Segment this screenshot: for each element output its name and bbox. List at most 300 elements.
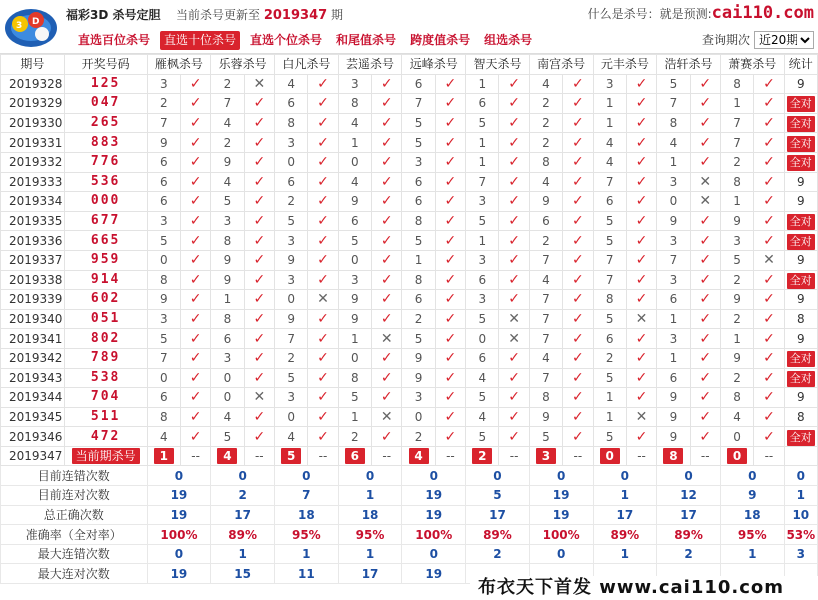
result-mark-cell [690, 113, 720, 133]
result-mark-cell [435, 388, 465, 408]
winning-number-cell: 538 [64, 368, 147, 388]
result-mark-cell [180, 309, 210, 329]
column-header: 远峰杀号 [402, 55, 466, 75]
check-icon: ✓ [508, 134, 520, 151]
check-icon: ✓ [189, 252, 202, 269]
result-mark-cell [372, 133, 402, 153]
kill-number-cell: 5 [466, 113, 499, 133]
result-mark-cell [308, 250, 338, 270]
cross-icon: ✕ [699, 193, 712, 210]
current-kill-cell [529, 446, 562, 466]
result-mark-cell [435, 172, 465, 192]
period-cell: 2019337 [1, 250, 65, 270]
site-link[interactable]: cai110.com [711, 3, 814, 23]
summary-value: 1 [593, 544, 657, 564]
result-mark-cell [754, 368, 784, 388]
check-icon: ✓ [253, 369, 266, 386]
check-icon: ✓ [317, 252, 329, 269]
result-mark-cell [435, 250, 465, 270]
column-header: 雁枫杀号 [147, 55, 211, 75]
result-mark-cell [244, 113, 274, 133]
result-mark-cell [754, 427, 784, 447]
kill-number-cell: 2 [211, 133, 244, 153]
kill-number-cell: 8 [338, 368, 371, 388]
kill-number-cell: 5 [466, 211, 499, 231]
current-kill-badge: 0 [727, 448, 747, 464]
result-mark-cell [626, 192, 656, 212]
check-icon: ✓ [317, 311, 329, 328]
kill-number-cell: 1 [720, 192, 753, 212]
column-header: 萧赛杀号 [720, 55, 784, 75]
stat-cell [784, 348, 817, 368]
result-mark-cell [563, 192, 593, 212]
result-mark-cell [563, 270, 593, 290]
result-mark-cell [180, 388, 210, 408]
kill-number-cell: 9 [529, 407, 562, 427]
period-cell: 2019345 [1, 407, 65, 427]
result-mark-cell [372, 290, 402, 310]
check-icon: ✓ [317, 232, 329, 249]
check-icon: ✓ [189, 291, 202, 308]
check-icon: ✓ [253, 311, 266, 328]
check-icon: ✓ [380, 428, 393, 445]
check-icon: ✓ [253, 213, 266, 230]
kill-number-cell: 9 [657, 388, 690, 408]
kill-number-cell: 6 [402, 74, 435, 94]
result-mark-cell [308, 94, 338, 114]
result-mark-cell [180, 74, 210, 94]
kill-number-cell: 3 [274, 231, 307, 251]
watermark: 布衣天下首发 www.cai110.com [470, 576, 818, 600]
placeholder-dash: -- [435, 446, 465, 466]
kill-number-cell: 5 [402, 133, 435, 153]
result-mark-cell [626, 152, 656, 172]
cross-icon: ✕ [317, 291, 329, 308]
current-period-badge: 当前期杀号 [72, 448, 140, 464]
kill-number-cell: 6 [274, 172, 307, 192]
kill-number-cell: 8 [147, 407, 180, 427]
column-header: 开奖号码 [64, 55, 147, 75]
result-mark-cell [435, 211, 465, 231]
placeholder-dash: -- [690, 446, 720, 466]
result-mark-cell [372, 94, 402, 114]
check-icon: ✓ [699, 252, 712, 269]
winning-number-cell: 511 [64, 407, 147, 427]
result-mark-cell [499, 309, 529, 329]
check-icon: ✓ [571, 291, 584, 308]
column-header: 智天杀号 [466, 55, 530, 75]
result-mark-cell [435, 329, 465, 349]
check-icon: ✓ [699, 154, 712, 171]
check-icon: ✓ [253, 115, 266, 132]
check-icon: ✓ [444, 95, 457, 112]
table-row [1, 427, 818, 447]
check-icon: ✓ [571, 311, 584, 328]
kill-number-cell: 8 [529, 388, 562, 408]
column-header: 芸遥杀号 [338, 55, 402, 75]
check-icon: ✓ [380, 134, 393, 151]
winning-number-cell: 789 [64, 348, 147, 368]
winning-number-cell: 776 [64, 152, 147, 172]
check-icon: ✓ [635, 75, 648, 92]
kill-number-cell: 5 [402, 329, 435, 349]
result-mark-cell [754, 348, 784, 368]
kill-number-cell: 6 [466, 94, 499, 114]
kill-number-cell: 3 [274, 388, 307, 408]
check-icon: ✓ [380, 252, 393, 269]
update-info [176, 6, 343, 23]
stat-cell: 8 [784, 407, 817, 427]
kill-number-cell: 3 [466, 192, 499, 212]
current-kill-cell [338, 446, 371, 466]
stat-cell: 9 [784, 192, 817, 212]
kill-number-cell: 2 [402, 309, 435, 329]
result-mark-cell [308, 231, 338, 251]
current-kill-cell [211, 446, 244, 466]
winning-number-cell: 000 [64, 192, 147, 212]
kill-number-cell: 3 [657, 231, 690, 251]
check-icon: ✓ [699, 291, 712, 308]
result-mark-cell [180, 270, 210, 290]
check-icon: ✓ [444, 154, 457, 171]
result-mark-cell [244, 192, 274, 212]
kill-number-cell: 9 [211, 250, 244, 270]
kill-number-cell: 6 [593, 192, 626, 212]
result-mark-cell [499, 329, 529, 349]
result-mark-cell [754, 94, 784, 114]
period-cell: 2019339 [1, 290, 65, 310]
summary-label: 目前连错次数 [1, 466, 148, 486]
kill-number-cell: 6 [338, 211, 371, 231]
kill-number-cell: 1 [657, 348, 690, 368]
check-icon: ✓ [444, 311, 457, 328]
summary-value: 7 [274, 486, 338, 506]
table-row [1, 172, 818, 192]
check-icon: ✓ [571, 389, 584, 406]
result-mark-cell [180, 250, 210, 270]
result-mark-cell [754, 113, 784, 133]
result-mark-cell [499, 231, 529, 251]
check-icon: ✓ [444, 115, 457, 132]
all-correct-badge: 全对 [787, 430, 815, 446]
check-icon: ✓ [571, 213, 584, 230]
result-mark-cell [626, 74, 656, 94]
placeholder-dash: -- [754, 446, 784, 466]
result-mark-cell [180, 133, 210, 153]
check-icon: ✓ [635, 389, 648, 406]
stat-cell: 9 [784, 250, 817, 270]
kill-number-cell: 6 [466, 270, 499, 290]
result-mark-cell [435, 290, 465, 310]
period-cell: 2019338 [1, 270, 65, 290]
result-mark-cell [754, 407, 784, 427]
summary-value: 19 [402, 505, 466, 525]
check-icon: ✓ [444, 369, 457, 386]
kill-number-cell: 0 [338, 348, 371, 368]
summary-value: 0 [274, 466, 338, 486]
stat-cell [784, 446, 817, 466]
kill-number-cell: 8 [720, 172, 753, 192]
summary-label: 总正确次数 [1, 505, 148, 525]
current-kill-badge: 5 [281, 448, 301, 464]
result-mark-cell [563, 94, 593, 114]
summary-value: 5 [466, 486, 530, 506]
result-mark-cell [244, 211, 274, 231]
kill-number-cell: 6 [657, 368, 690, 388]
kill-number-cell: 3 [274, 270, 307, 290]
summary-value: 2 [466, 544, 530, 564]
stat-cell: 9 [784, 74, 817, 94]
summary-value: 0 [211, 466, 275, 486]
check-icon: ✓ [317, 173, 329, 190]
kill-number-cell: 9 [211, 152, 244, 172]
result-mark-cell [499, 94, 529, 114]
result-mark-cell [180, 192, 210, 212]
check-icon: ✓ [189, 95, 202, 112]
kill-number-cell: 2 [529, 133, 562, 153]
period-cell: 2019331 [1, 133, 65, 153]
kill-number-cell: 2 [593, 348, 626, 368]
kill-number-cell: 2 [147, 94, 180, 114]
check-icon: ✓ [380, 350, 393, 367]
check-icon: ✓ [508, 408, 520, 425]
result-mark-cell [626, 133, 656, 153]
stat-cell [784, 113, 817, 133]
table-row [1, 309, 818, 329]
kill-number-cell: 7 [529, 309, 562, 329]
summary-value: 0 [147, 466, 211, 486]
check-icon: ✓ [380, 389, 393, 406]
summary-value: 12 [657, 486, 721, 506]
check-icon: ✓ [253, 330, 266, 347]
check-icon: ✓ [253, 232, 266, 249]
result-mark-cell [435, 113, 465, 133]
result-mark-cell [754, 152, 784, 172]
kill-number-cell: 1 [466, 133, 499, 153]
kill-number-cell: 7 [657, 250, 690, 270]
check-icon: ✓ [444, 232, 457, 249]
tab-1[interactable]: 直选十位杀号 [160, 31, 240, 50]
kill-number-cell: 5 [593, 427, 626, 447]
check-icon: ✓ [253, 134, 266, 151]
tab-2[interactable]: 直选个位杀号 [250, 33, 323, 47]
current-kill-badge: 0 [600, 448, 620, 464]
summary-value: 0 [529, 466, 593, 486]
kill-number-cell: 2 [211, 74, 244, 94]
kill-number-cell: 6 [466, 348, 499, 368]
period-label: 查询期次 [701, 33, 750, 47]
table-row [1, 388, 818, 408]
result-mark-cell [244, 250, 274, 270]
update-period: 2019347 [263, 8, 328, 23]
check-icon: ✓ [444, 408, 457, 425]
result-mark-cell [563, 427, 593, 447]
kill-number-cell: 0 [147, 368, 180, 388]
result-mark-cell [435, 407, 465, 427]
kill-number-cell: 6 [147, 152, 180, 172]
check-icon: ✓ [763, 311, 775, 328]
result-mark-cell [499, 113, 529, 133]
result-mark-cell [754, 388, 784, 408]
kill-number-cell: 1 [657, 309, 690, 329]
result-mark-cell [690, 231, 720, 251]
check-icon: ✓ [508, 232, 520, 249]
kill-number-cell: 6 [147, 172, 180, 192]
result-mark-cell [308, 152, 338, 172]
check-icon: ✓ [189, 154, 202, 171]
table-row [1, 152, 818, 172]
kill-number-cell: 7 [529, 329, 562, 349]
winning-number-cell: 536 [64, 172, 147, 192]
result-mark-cell [372, 231, 402, 251]
result-mark-cell [563, 133, 593, 153]
result-mark-cell [372, 250, 402, 270]
kill-number-cell: 6 [147, 192, 180, 212]
summary-value: 89% [211, 525, 275, 545]
result-mark-cell [563, 329, 593, 349]
check-icon: ✓ [253, 154, 266, 171]
kill-number-cell: 4 [720, 407, 753, 427]
table-row [1, 74, 818, 94]
result-mark-cell [626, 231, 656, 251]
check-icon: ✓ [508, 350, 520, 367]
kill-number-cell: 4 [338, 113, 371, 133]
kill-number-cell: 9 [657, 427, 690, 447]
kill-number-cell: 5 [466, 427, 499, 447]
kill-number-cell: 9 [720, 211, 753, 231]
check-icon: ✓ [317, 193, 329, 210]
result-mark-cell [180, 368, 210, 388]
column-header: 元丰杀号 [593, 55, 657, 75]
kill-number-cell: 7 [593, 250, 626, 270]
check-icon: ✓ [763, 408, 775, 425]
check-icon: ✓ [444, 75, 457, 92]
all-correct-badge: 全对 [787, 155, 815, 171]
summary-value: 17 [211, 505, 275, 525]
result-mark-cell [499, 211, 529, 231]
cross-icon: ✕ [763, 252, 775, 269]
period-cell: 2019333 [1, 172, 65, 192]
check-icon: ✓ [189, 369, 202, 386]
result-mark-cell [372, 270, 402, 290]
summary-value: 0 [402, 466, 466, 486]
result-mark-cell [372, 427, 402, 447]
check-icon: ✓ [444, 330, 457, 347]
current-label-cell [64, 446, 147, 466]
check-icon: ✓ [380, 154, 393, 171]
stat-cell: 8 [784, 309, 817, 329]
all-correct-badge: 全对 [787, 273, 815, 289]
summary-label: 准确率（全对率） [1, 525, 148, 545]
result-mark-cell [244, 270, 274, 290]
check-icon: ✓ [444, 173, 457, 190]
result-mark-cell [563, 290, 593, 310]
check-icon: ✓ [571, 350, 584, 367]
kill-number-cell: 4 [147, 427, 180, 447]
kill-number-cell: 9 [657, 211, 690, 231]
check-icon: ✓ [380, 75, 393, 92]
tab-3[interactable]: 和尾值杀号 [336, 33, 397, 47]
tab-4[interactable]: 跨度值杀号 [410, 33, 471, 47]
stat-cell [784, 231, 817, 251]
result-mark-cell [690, 192, 720, 212]
check-icon: ✓ [380, 291, 393, 308]
check-icon: ✓ [317, 389, 329, 406]
check-icon: ✓ [317, 271, 329, 288]
check-icon: ✓ [380, 213, 393, 230]
cross-icon: ✕ [253, 389, 266, 406]
result-mark-cell [499, 172, 529, 192]
result-mark-cell [499, 388, 529, 408]
check-icon: ✓ [444, 213, 457, 230]
kill-number-cell: 4 [593, 152, 626, 172]
stat-cell [784, 133, 817, 153]
result-mark-cell [180, 407, 210, 427]
kill-number-cell: 3 [211, 348, 244, 368]
current-kill-cell [720, 446, 753, 466]
current-kill-cell [466, 446, 499, 466]
check-icon: ✓ [635, 193, 648, 210]
summary-value: 100% [529, 525, 593, 545]
period-cell: 2019342 [1, 348, 65, 368]
column-header: 浩轩杀号 [657, 55, 721, 75]
summary-value: 100% [402, 525, 466, 545]
check-icon: ✓ [763, 369, 775, 386]
check-icon: ✓ [380, 369, 393, 386]
summary-value: 1 [211, 544, 275, 564]
tab-0[interactable]: 直选百位杀号 [78, 33, 151, 47]
stat-cell: 9 [784, 290, 817, 310]
table-row [1, 211, 818, 231]
result-mark-cell [244, 172, 274, 192]
kill-number-cell: 3 [593, 74, 626, 94]
table-row [1, 231, 818, 251]
kill-number-cell: 7 [402, 94, 435, 114]
check-icon: ✓ [317, 330, 329, 347]
table-row [1, 133, 818, 153]
result-mark-cell [308, 290, 338, 310]
result-mark-cell [690, 427, 720, 447]
summary-label: 目前连对次数 [1, 486, 148, 506]
kill-number-cell: 1 [593, 113, 626, 133]
result-mark-cell [563, 250, 593, 270]
summary-row [1, 466, 818, 486]
result-mark-cell [690, 250, 720, 270]
table-row [1, 270, 818, 290]
current-kill-cell [657, 446, 690, 466]
kill-number-cell: 0 [466, 329, 499, 349]
kill-number-cell: 7 [466, 172, 499, 192]
result-mark-cell [180, 211, 210, 231]
summary-value: 89% [657, 525, 721, 545]
check-icon: ✓ [189, 311, 202, 328]
kill-number-cell: 8 [720, 388, 753, 408]
cross-icon: ✕ [635, 311, 648, 328]
check-icon: ✓ [189, 115, 202, 132]
check-icon: ✓ [571, 271, 584, 288]
tab-5[interactable]: 组选杀号 [484, 33, 533, 47]
result-mark-cell [180, 329, 210, 349]
period-select[interactable] [754, 31, 814, 49]
current-kill-cell [593, 446, 626, 466]
check-icon: ✓ [571, 193, 584, 210]
kill-number-cell: 9 [274, 309, 307, 329]
kill-number-cell: 1 [657, 152, 690, 172]
stat-cell [784, 368, 817, 388]
result-mark-cell [690, 290, 720, 310]
result-mark-cell [180, 152, 210, 172]
check-icon: ✓ [635, 350, 648, 367]
